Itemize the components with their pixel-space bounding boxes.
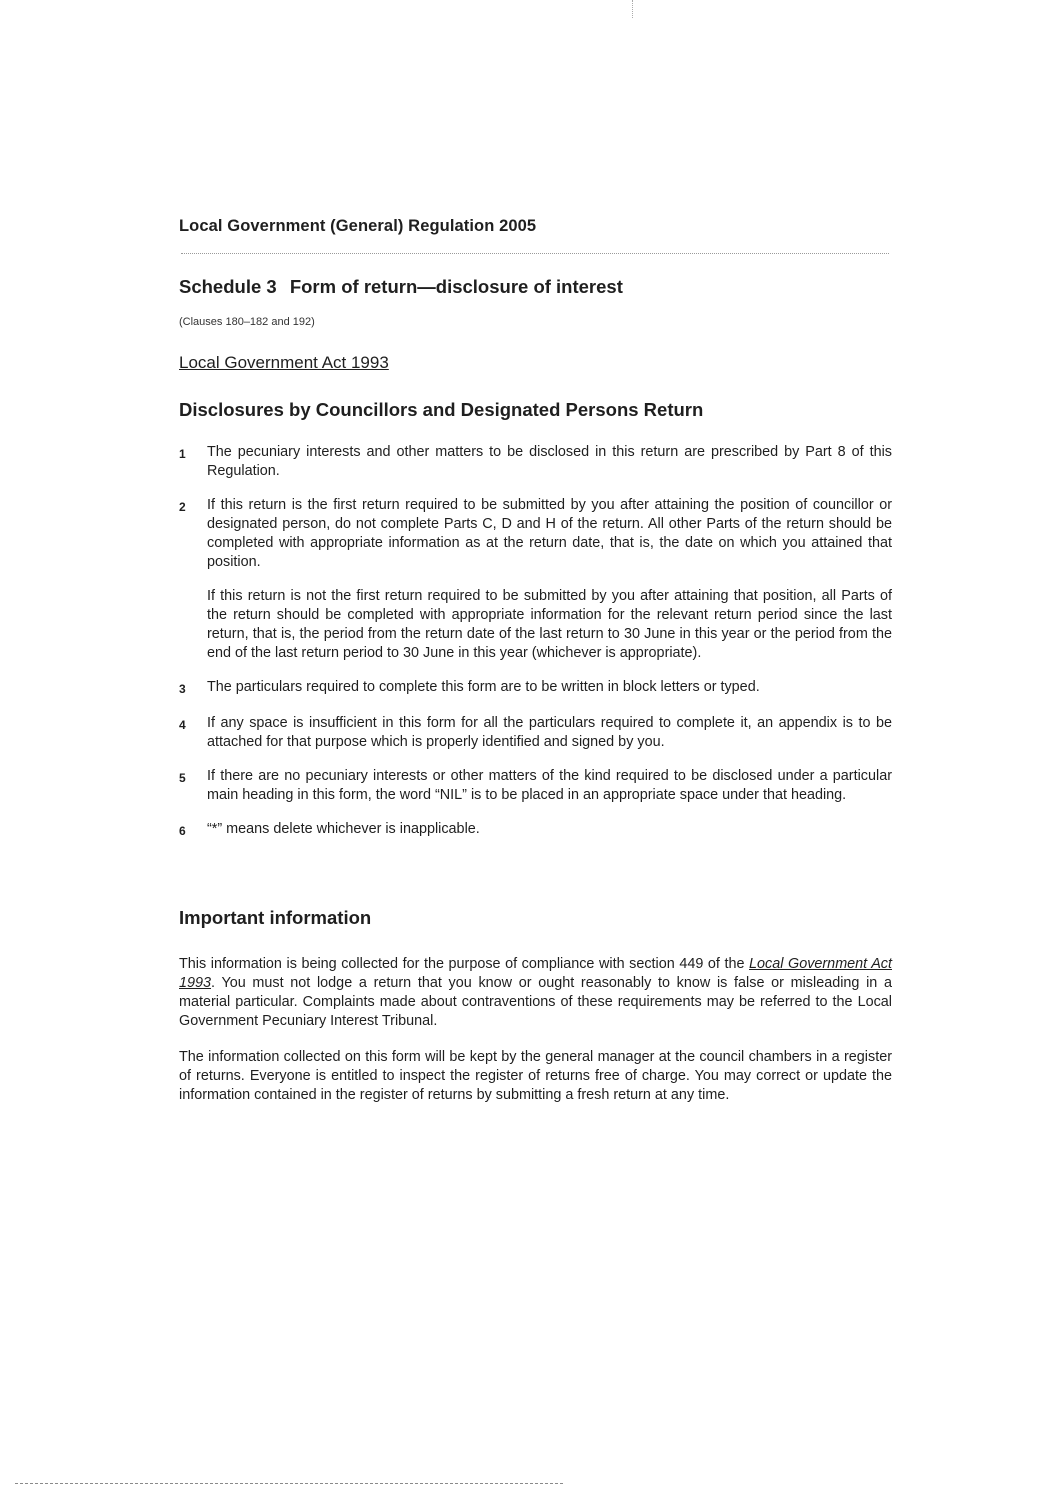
instruction-number: 6 bbox=[179, 824, 186, 838]
instruction-text: “*” means delete whichever is inapplicable. bbox=[207, 821, 480, 837]
instruction-item bbox=[179, 820, 892, 841]
return-title: Disclosures by Councillors and Designated Persons Return bbox=[179, 399, 704, 420]
paragraph-text: This information is being collected for the purpose of compliance with section 449 of the bbox=[179, 956, 750, 972]
footer-divider bbox=[15, 1483, 563, 1484]
scan-artifact bbox=[632, 0, 633, 18]
important-paragraph-1 bbox=[179, 955, 892, 1031]
important-paragraph-2: The information collected on this form will be kept by the general manager at the council chambers in a register of returns. Everyone is entitled to inspect the register of returns free of charge. You may correct or update the information contained in the register of returns by submitting a fresh return at any time. bbox=[179, 1049, 892, 1103]
regulation-title: Local Government (General) Regulation 2005 bbox=[179, 217, 537, 235]
instruction-text: If there are no pecuniary interests or other matters of the kind required to be disclosed under a particular main heading in this form, the word “NIL” is to be placed in an appropriate space under that heading. bbox=[207, 768, 892, 803]
instruction-number: 3 bbox=[179, 682, 186, 696]
instruction-number: 4 bbox=[179, 718, 186, 732]
schedule-heading bbox=[179, 276, 623, 298]
instruction-text: If any space is insufficient in this form for all the particulars required to complete it, an appendix is to be attached for that purpose which is properly identified and signed by you. bbox=[207, 715, 892, 750]
instruction-item bbox=[179, 678, 892, 699]
act-title: Local Government Act 1993 bbox=[179, 353, 389, 372]
important-information-heading: Important information bbox=[179, 907, 372, 928]
header-divider bbox=[181, 253, 889, 254]
instruction-continuation bbox=[201, 587, 892, 663]
instruction-text: If this return is the first return required to be submitted by you after attaining the position of councillor or designated person, do not complete Parts C, D and H of the return. All other Parts of the return should be completed with appropriate information as at the return date, that is, the date on which you attained that position. bbox=[207, 497, 892, 570]
schedule-title: Form of return—disclosure of interest bbox=[289, 276, 623, 297]
act-reference: Local Government Act 1993 bbox=[179, 956, 893, 991]
instruction-number: 1 bbox=[179, 447, 186, 461]
instruction-item bbox=[179, 714, 892, 752]
instructions-list bbox=[179, 443, 892, 856]
instruction-text: The pecuniary interests and other matters to be disclosed in this return are prescribed by Part 8 of this Regulation. bbox=[207, 444, 892, 479]
instruction-item bbox=[179, 767, 892, 805]
schedule-number: Schedule 3 bbox=[179, 276, 277, 297]
instruction-text: If this return is not the first return required to be submitted by you after attaining that position, all Parts of the return should be completed with appropriate information for the relevant return period since the last return, that is, the period from the return date of the last return to 30 June in this year or the period from the end of the last return period to 30 June in this year (whichever is appropriate). bbox=[207, 588, 892, 661]
instruction-number: 2 bbox=[179, 500, 186, 514]
instruction-number: 5 bbox=[179, 771, 186, 785]
instruction-item bbox=[179, 443, 892, 481]
paragraph-text: . You must not lodge a return that you know or ought reasonably to know is false or misleading in a material particular. Complaints made about contraventions of these requirements may be referred to the Local Government Pecuniary Interest Tribunal. bbox=[179, 975, 892, 1029]
clauses-reference: (Clauses 180–182 and 192) bbox=[179, 316, 315, 328]
instruction-text: The particulars required to complete this form are to be written in block letters or typed. bbox=[207, 679, 760, 695]
instruction-item bbox=[179, 496, 892, 572]
